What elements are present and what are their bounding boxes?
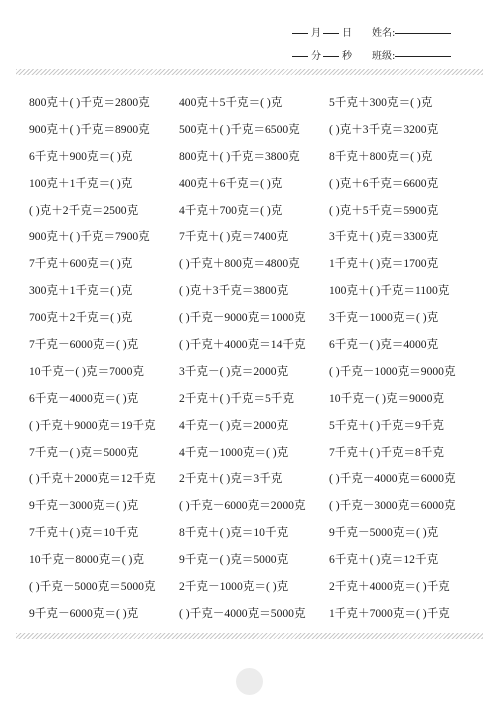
problem-row [29,254,479,281]
problem-row [29,201,479,228]
problem-item: ( )千克＋9000克＝19千克 [29,418,156,432]
problem-item: ( )千克－4000克＝6000克 [329,472,456,486]
problem-item: ( )千克－1000克＝9000克 [329,364,456,378]
problem-item: ( )千克＋800克＝4800克 [179,257,300,271]
problem-row [29,120,479,147]
problem-row [29,308,479,335]
problem-row [29,550,479,577]
class-blank[interactable] [395,44,451,57]
problem-item: 400克＋6千克＝( )克 [179,176,283,190]
problem-item: ( )克＋2千克＝2500克 [29,203,139,217]
problem-item: 2千克－1000克＝( )克 [179,580,289,594]
problem-item: 900克＋( )千克＝8900克 [29,122,150,136]
problem-item: ( )千克＋4000克＝14千克 [179,338,306,352]
problem-item: 7千克＋( )克＝10千克 [29,526,139,540]
problem-row [29,362,479,389]
problem-item: 5千克＋300克＝( )克 [329,96,433,109]
second-blank[interactable] [323,44,339,57]
month-label: 月 [311,28,321,39]
problem-item: 6千克－4000克＝( )克 [29,391,139,405]
problem-item: ( )克＋3千克＝3800克 [179,284,289,298]
problem-item: 7千克－6000克＝( )克 [29,338,139,352]
problem-item: 9千克－( )克＝5000克 [179,553,289,567]
problem-row [29,577,479,604]
problem-item: ( )克＋3千克＝3200克 [329,122,439,136]
minute-blank[interactable] [292,44,308,57]
problem-item: 6千克－( )克＝4000克 [329,338,439,352]
problem-item: 10千克－( )克＝7000克 [29,364,144,378]
problem-item: 900克＋( )千克＝7900克 [29,230,150,244]
problem-row [29,335,479,362]
problem-item: 800克＋( )千克＝2800克 [29,96,150,109]
problem-item: 2千克＋( )克＝3千克 [179,472,283,486]
problem-item: 100克＋1千克＝( )克 [29,176,133,190]
problem-item: ( )克＋6千克＝6600克 [329,176,439,190]
problem-row [29,523,479,550]
problem-item: 100克＋( )千克＝1100克 [329,284,450,298]
problem-item: 300克＋1千克＝( )克 [29,284,133,298]
problem-item: 7千克＋( )千克＝8千克 [329,445,444,459]
problem-item: 6千克＋900克＝( )克 [29,149,133,163]
problem-row [29,174,479,201]
problem-row [29,469,479,496]
problem-item: 3千克＋( )克＝3300克 [329,230,439,244]
problem-row [29,443,479,470]
problem-item: 4千克－( )克＝2000克 [179,418,289,432]
second-label: 秒 [342,51,352,62]
page-indicator [236,668,263,695]
problem-item: 5千克＋( )千克＝9千克 [329,418,444,432]
name-label: 姓名: [372,28,396,39]
problem-row [29,604,479,631]
problem-item: ( )克＋5千克＝5900克 [329,203,439,217]
problem-row [29,496,479,523]
problem-item: 9千克－3000克＝( )克 [29,499,139,513]
problem-item: 9千克－5000克＝( )克 [329,526,439,540]
problem-item: 2千克＋( )千克＝5千克 [179,391,294,405]
problem-item: 7千克＋600克＝( )克 [29,257,133,271]
problem-item: 1千克＋( )克＝1700克 [329,257,439,271]
problem-item: 400克＋5千克＝( )克 [179,96,283,109]
problem-item: 3千克－1000克＝( )克 [329,311,439,325]
problem-item: 4千克－1000克＝( )克 [179,445,289,459]
problem-item: 8千克＋800克＝( )克 [329,149,433,163]
problem-item: 1千克＋7000克＝( )千克 [329,606,450,620]
problem-item: 10千克－8000克＝( )克 [29,553,144,567]
problem-row [29,389,479,416]
day-label: 日 [342,28,352,39]
name-blank[interactable] [395,21,451,34]
minute-label: 分 [311,51,321,62]
problem-item: 4千克＋700克＝( )克 [179,203,283,217]
problem-item: 500克＋( )千克＝6500克 [179,122,300,136]
time-row [0,44,500,64]
problem-item: ( )千克－6000克＝2000克 [179,499,306,513]
problem-item: 6千克＋( )克＝12千克 [329,553,439,567]
problem-item: 2千克＋4000克＝( )千克 [329,580,450,594]
problem-item: 800克＋( )千克＝3800克 [179,149,300,163]
problem-row [29,227,479,254]
problem-grid [29,93,479,631]
top-divider [16,69,483,75]
problem-row [29,416,479,443]
class-label: 班级: [372,51,396,62]
problem-item: ( )千克－5000克＝5000克 [29,580,156,594]
problem-item: ( )千克－9000克＝1000克 [179,311,306,325]
problem-item: 3千克－( )克＝2000克 [179,364,289,378]
problem-item: 8千克＋( )克＝10千克 [179,526,289,540]
problem-item: ( )千克＋2000克＝12千克 [29,472,156,486]
problem-item: 10千克－( )克＝9000克 [329,391,444,405]
problem-item: 7千克－( )克＝5000克 [29,445,139,459]
bottom-divider [16,633,483,639]
problem-item: 7千克＋( )克＝7400克 [179,230,289,244]
month-blank[interactable] [292,21,308,34]
date-row [0,21,500,41]
problem-row [29,281,479,308]
problem-item: 9千克－6000克＝( )克 [29,606,139,620]
problem-row [29,147,479,174]
problem-item: 700克＋2千克＝( )克 [29,311,133,325]
problem-item: ( )千克－3000克＝6000克 [329,499,456,513]
day-blank[interactable] [323,21,339,34]
problem-item: ( )千克－4000克＝5000克 [179,606,306,620]
problem-row [29,93,479,120]
